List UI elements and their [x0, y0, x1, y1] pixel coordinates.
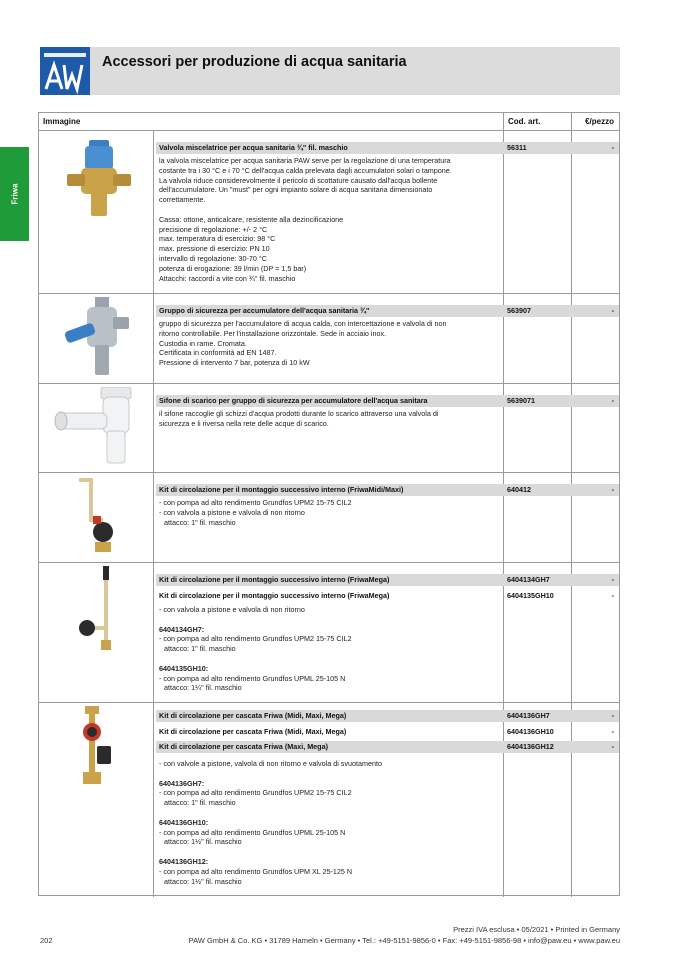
product-row: [39, 472, 619, 562]
product-description: il sifone raccoglie gli schizzi d'acqua prodotti durante lo scarico attraverso una valvola di sicurezza e li riversa nella rete delle acque di scarico.: [159, 409, 439, 428]
product-price: -: [611, 591, 614, 600]
product-price: -: [611, 575, 614, 584]
product-row: [39, 562, 619, 702]
product-name: Kit di circolazione per cascata Friwa (Midi, Maxi, Mega): [159, 711, 347, 720]
drain-siphon-image: [53, 387, 143, 470]
product-line: [156, 710, 619, 722]
footer-contact: PAW GmbH & Co. KG • 31789 Hameln • Germany • Tel.: +49-5151-9856-0 • Fax: +49-5151-9856-98 • info@paw.eu • www.paw.eu: [188, 936, 620, 945]
circulation-kit-image: [69, 476, 129, 563]
column-header-code: Cod. art.: [508, 117, 541, 126]
product-line: [156, 726, 619, 738]
mixing-valve-image: [67, 138, 131, 225]
product-row: [39, 702, 619, 897]
footer-note: Prezzi IVA esclusa • 05/2021 • Printed in Germany: [453, 925, 620, 934]
side-tab-friwa[interactable]: [0, 147, 29, 241]
page-title: Accessori per produzione di acqua sanitaria: [102, 54, 407, 70]
product-line: [156, 484, 619, 496]
product-code: 6404134GH7: [507, 575, 550, 584]
product-code: 563907: [507, 306, 531, 315]
product-row: [39, 130, 619, 293]
safety-group-image: [65, 297, 131, 382]
product-name: Gruppo di sicurezza per accumulatore dell'acqua sanitaria ¾": [159, 306, 370, 315]
column-header-price: €/pezzo: [585, 117, 614, 126]
product-line: [156, 395, 619, 407]
page-number: 202: [40, 936, 53, 945]
side-tab-label: Friwa: [10, 183, 19, 205]
product-name: Valvola miscelatrice per acqua sanitaria ¾" fil. maschio: [159, 143, 348, 152]
product-name: Kit di circolazione per il montaggio successivo interno (FriwaMega): [159, 591, 390, 600]
product-code: 640412: [507, 485, 531, 494]
product-code: 6404135GH10: [507, 591, 554, 600]
product-code: 6404136GH12: [507, 742, 554, 751]
cascade-kit-image: [77, 706, 117, 793]
product-line: [156, 142, 619, 154]
product-code: 5639071: [507, 396, 535, 405]
product-row: [39, 383, 619, 472]
product-price: -: [611, 143, 614, 152]
product-description: - con valvole a pistone, valvola di non ritorno e valvola di svuotamento 6404136GH7: - con pompa ad alto rendimento Grundfos UPM2 15-75 CIL2 attacco: 1" fil. maschio 6404136GH10: - con pompa ad alto rendimento Grundfos UPML 25-105 N attacco: 1½" fil. maschio 6404136GH12: - con pompa ad alto rendimento Grundfos UPM XL 25-125 N attacco: 1½" fil. maschio: [159, 759, 382, 886]
product-name: Kit di circolazione per cascata Friwa (Maxi, Mega): [159, 742, 328, 751]
product-name: Kit di circolazione per il montaggio successivo interno (FriwaMega): [159, 575, 390, 584]
product-price: -: [611, 485, 614, 494]
product-name: Kit di circolazione per il montaggio successivo interno (FriwaMidi/Maxi): [159, 485, 404, 494]
product-price: -: [611, 727, 614, 736]
product-line: [156, 741, 619, 753]
product-description: - con valvola a pistone e valvola di non ritorno 6404134GH7: - con pompa ad alto rendimento Grundfos UPM2 15-75 CIL2 attacco: 1" fil. maschio 6404135GH10: - con pompa ad alto rendimento Grundfos UPML 25-105 N attacco: 1¼" fil. maschio: [159, 605, 352, 693]
product-price: -: [611, 306, 614, 315]
product-description: gruppo di sicurezza per l'accumulatore di acqua calda, con intercettazione e valvola di non ritorno controllabile. Per l'installazione orizzontale. Sede in acciaio inox. Custodia in rame. Cromata. Certificata in conformità ad EN 1487. Pressione di intervento 7 bar, potenza di 10 kW: [159, 319, 447, 368]
column-header-image: Immagine: [43, 117, 81, 126]
product-name: Kit di circolazione per cascata Friwa (Midi, Maxi, Mega): [159, 727, 347, 736]
product-description: la valvola miscelatrice per acqua sanitaria PAW serve per la regolazione di una temperatura costante tra i 30 °C e i 70 °C dell'acqua calda prelevata dagli accumulatori solari o tampone. La valvola riduce considerevolmente il pericolo di scottature causato dall'acqua bollente dell'accumulatore. Un "must" per ogni impianto solare di acqua sanitaria dimensionato correttamente. Cassa: ottone, anticalcare, resistente alla dezincificazione precisione di regolazione: +/- 2 °C max. temperatura di esercizio: 98 °C max. pressione di esercizio: PN 10 intervallo di regolazione: 30-70 °C potenza di erogazione: 39 l/min (DP = 1,5 bar) Attacchi: raccordi a vite con ¾" fil. maschio: [159, 156, 452, 283]
product-line: [156, 574, 619, 586]
product-price: -: [611, 742, 614, 751]
product-price: -: [611, 711, 614, 720]
product-line: [156, 305, 619, 317]
product-price: -: [611, 396, 614, 405]
product-code: 6404136GH7: [507, 711, 550, 720]
product-line: [156, 590, 619, 602]
product-row: [39, 293, 619, 383]
product-name: Sifone di scarico per gruppo di sicurezza per accumulatore dell'acqua sanitara: [159, 396, 428, 405]
product-table: [38, 112, 620, 896]
paw-logo: [40, 47, 90, 95]
circulation-kit-mega-image: [73, 566, 125, 661]
product-code: 56311: [507, 143, 527, 152]
product-description: - con pompa ad alto rendimento Grundfos UPM2 15-75 CIL2 - con valvola a pistone e valvola di non ritorno attacco: 1" fil. maschio: [159, 498, 352, 527]
product-code: 6404136GH10: [507, 727, 554, 736]
